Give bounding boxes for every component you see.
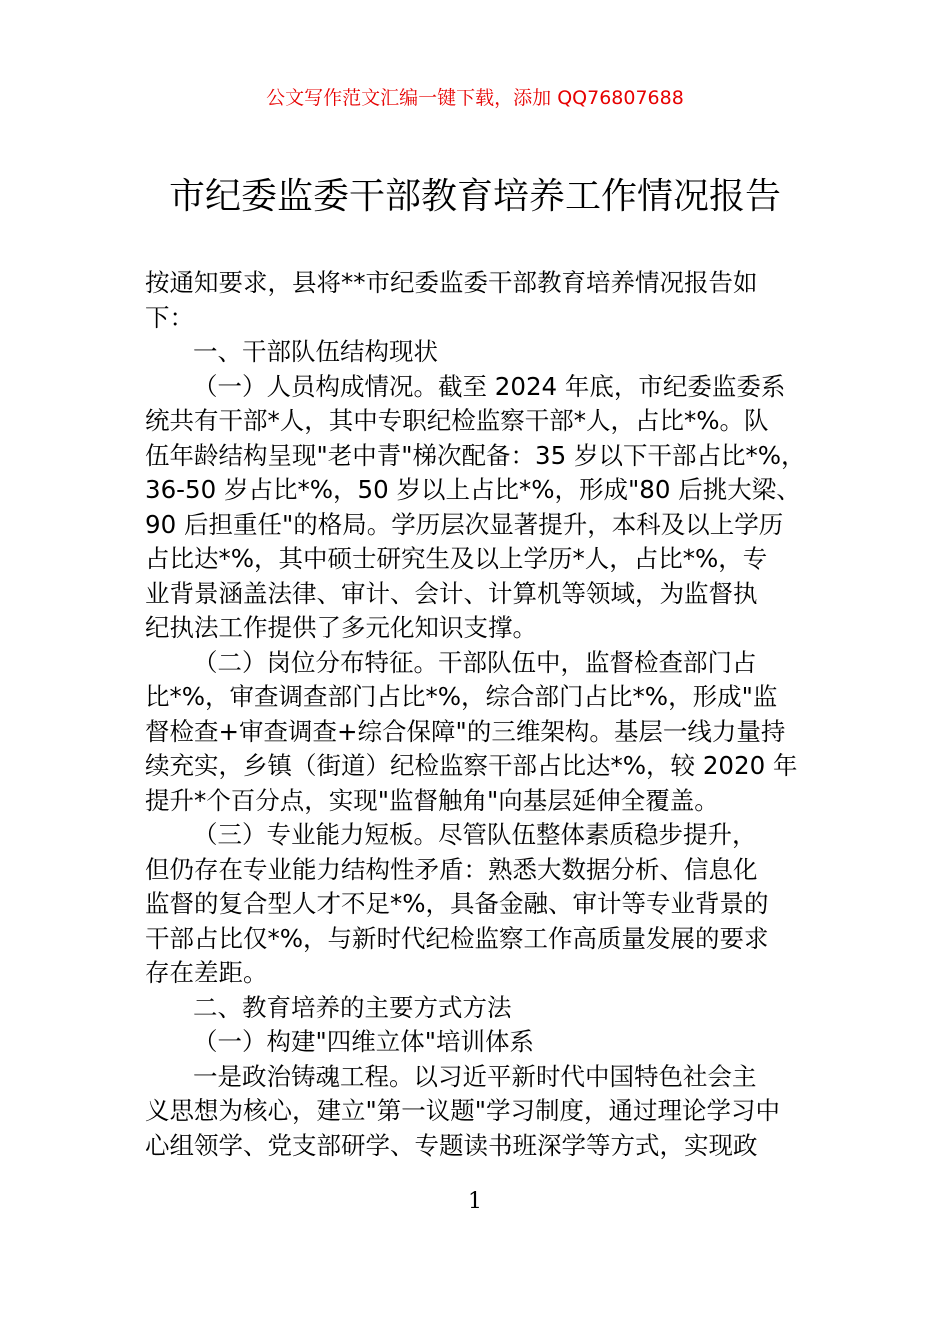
body-line: 纪执法工作提供了多元化知识支撑。 — [145, 613, 537, 642]
body-line: 督检查+审查调查+综合保障"的三维架构。基层一线力量持 — [145, 716, 786, 746]
body-line: 90 后担重任"的格局。学历层次显著提升，本科及以上学历 — [145, 509, 784, 539]
body-line: 心组领学、党支部研学、专题读书班深学等方式，实现政 — [145, 1130, 758, 1160]
document-title: 市纪委监委干部教育培养工作情况报告 — [168, 176, 781, 217]
body-line: 存在差距。 — [145, 958, 268, 987]
watermark-text: 公文写作范文汇编一键下载，添加 QQ76807688 — [266, 87, 684, 109]
body-line: 义思想为核心，建立"第一议题"学习制度，通过理论学习中 — [145, 1096, 781, 1125]
body-line: 比*%，审查调查部门占比*%，综合部门占比*%，形成"监 — [145, 682, 778, 711]
body-line: （三）专业能力短板。尽管队伍整体素质稳步提升， — [193, 820, 757, 849]
body-line: 但仍存在专业能力结构性矛盾：熟悉大数据分析、信息化 — [145, 854, 758, 884]
body-line: 36-50 岁占比*%，50 岁以上占比*%，形成"80 后挑大梁、 — [145, 475, 801, 504]
body-line: 监督的复合型人才不足*%，具备金融、审计等专业背景的 — [145, 889, 769, 918]
body-line: 按通知要求，县将**市纪委监委干部教育培养情况报告如 — [145, 268, 758, 297]
body-line: 占比达*%，其中硕士研究生及以上学历*人，占比*%，专 — [145, 544, 768, 573]
body-line: 下： — [145, 302, 194, 332]
body-line: 统共有干部*人，其中专职纪检监察干部*人，占比*%。队 — [145, 406, 769, 435]
body-line: （一）人员构成情况。截至 2024 年底，市纪委监委系 — [193, 371, 786, 401]
body-line: 业背景涵盖法律、审计、会计、计算机等领域，为监督执 — [145, 578, 758, 608]
body-line: 提升*个百分点，实现"监督触角"向基层延伸全覆盖。 — [145, 785, 719, 815]
body-line: 干部占比仅*%，与新时代纪检监察工作高质量发展的要求 — [145, 923, 769, 953]
body-line: 续充实，乡镇（街道）纪检监察干部占比达*%，较 2020 年 — [145, 751, 798, 780]
section-heading: 二、教育培养的主要方式方法 — [193, 992, 512, 1022]
body-line: 伍年龄结构呈现"老中青"梯次配备：35 岁以下干部占比*%， — [145, 440, 806, 470]
document-body — [145, 266, 815, 1163]
section-heading: 一、干部队伍结构现状 — [193, 337, 438, 366]
body-line: 一是政治铸魂工程。以习近平新时代中国特色社会主 — [193, 1061, 757, 1091]
body-line: （二）岗位分布特征。干部队伍中，监督检查部门占 — [193, 647, 757, 677]
subsection-heading: （一）构建"四维立体"培训体系 — [193, 1027, 535, 1056]
page-number: 1 — [468, 1189, 482, 1214]
